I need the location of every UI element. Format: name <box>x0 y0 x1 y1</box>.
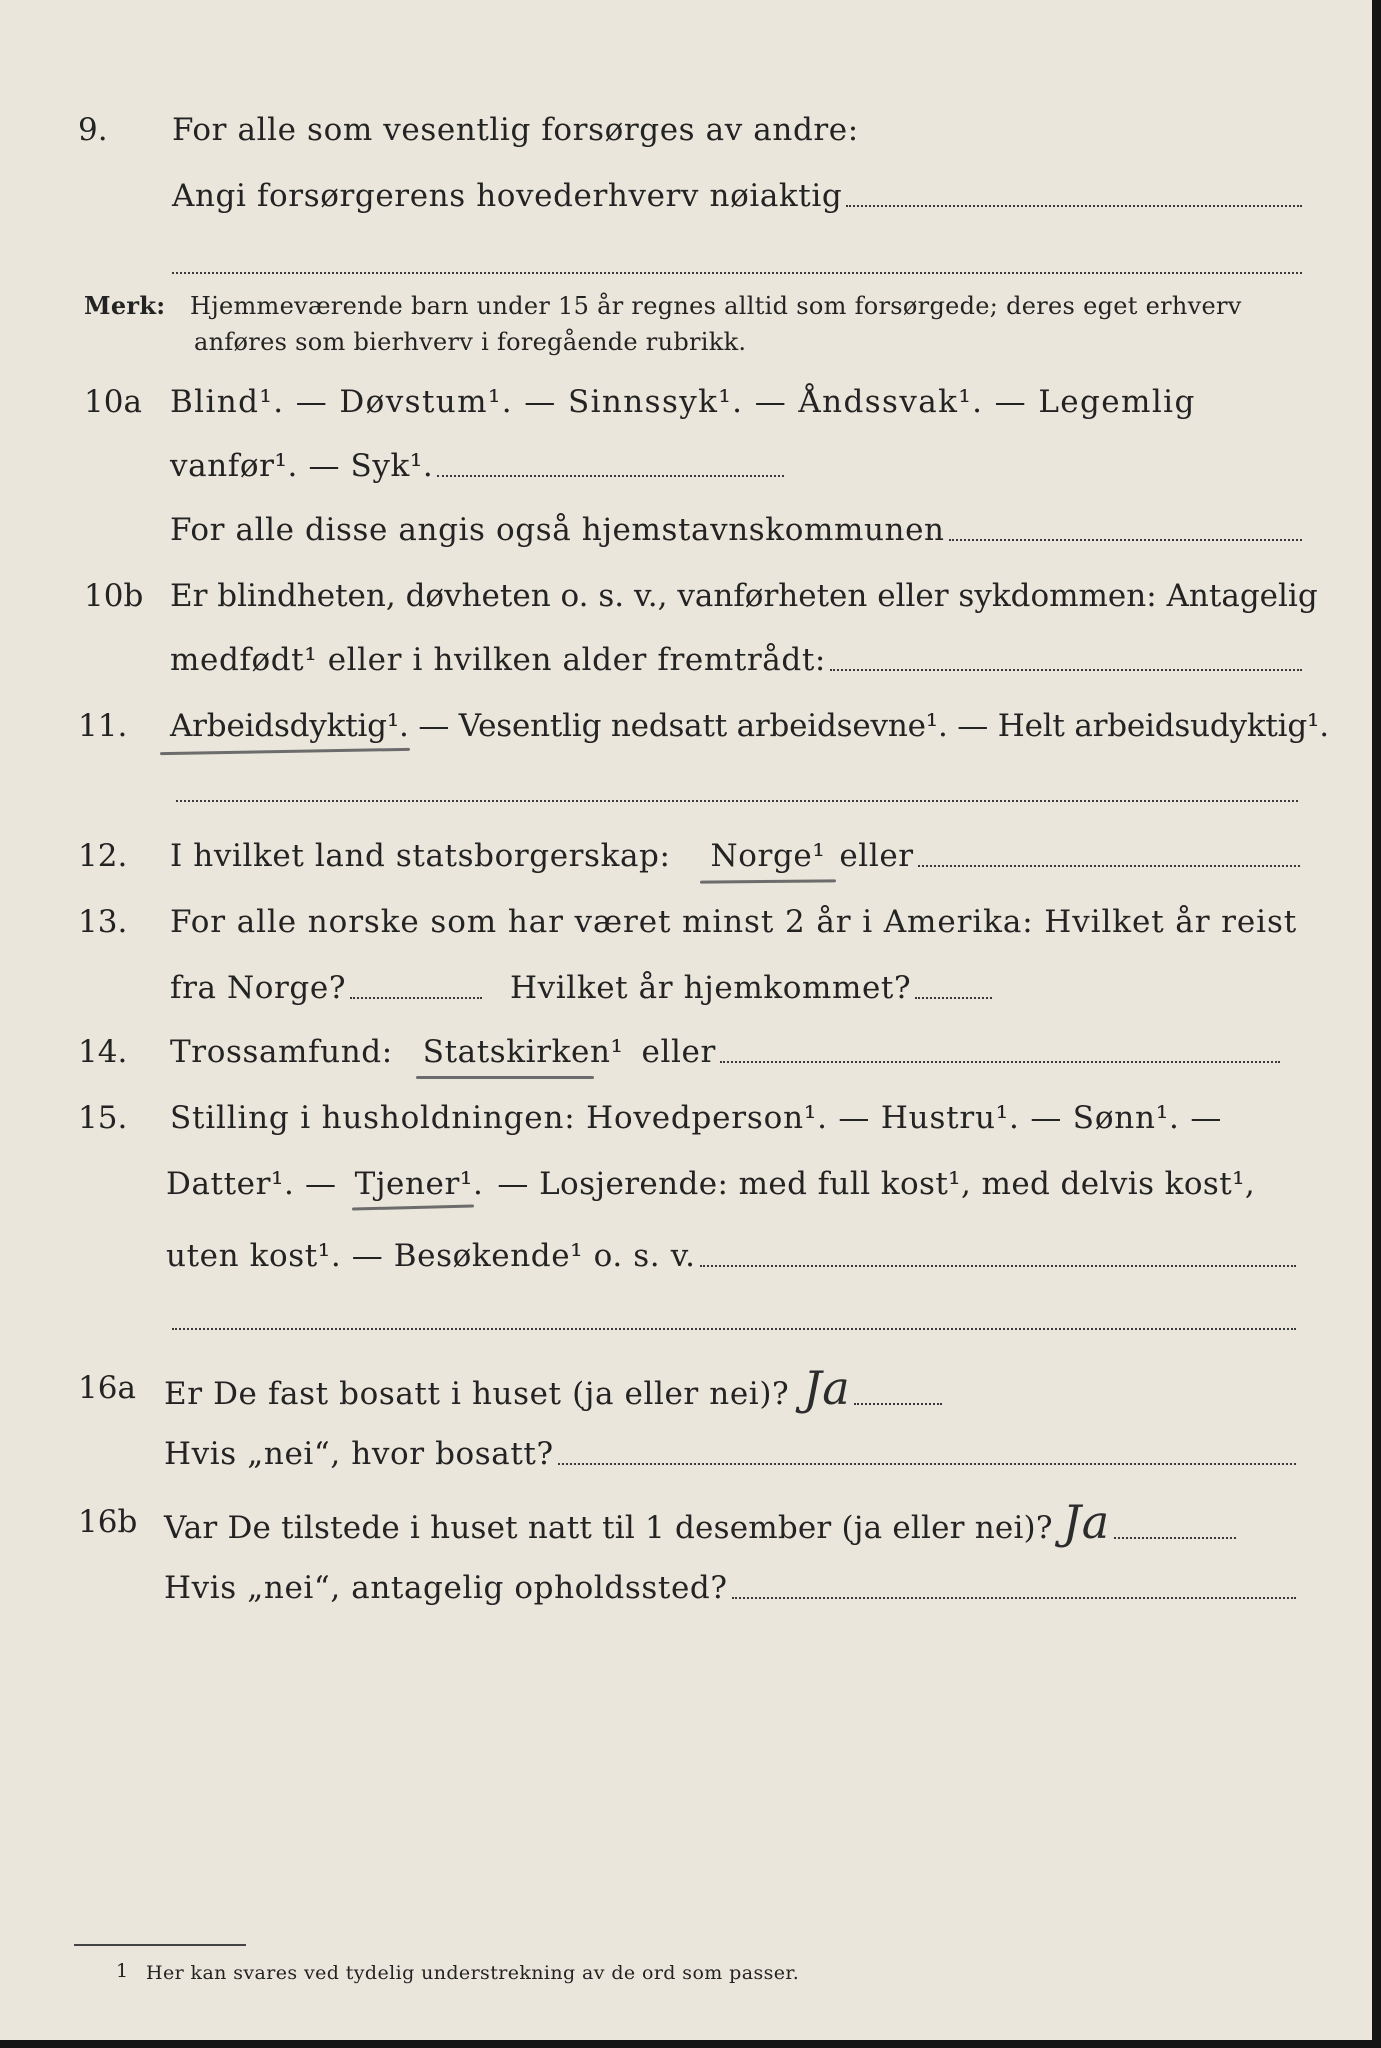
answer-line <box>949 538 1302 541</box>
q15-line3 <box>166 1236 1296 1276</box>
q12-number: 12. <box>78 838 128 874</box>
answer-line <box>854 1402 942 1405</box>
q13-number: 13. <box>78 904 128 940</box>
handwritten-underline <box>160 748 410 755</box>
q14-text-eller: eller <box>641 1034 716 1070</box>
q10b-line1 <box>170 576 1318 616</box>
q14-text: Trossamfund: <box>170 1034 393 1070</box>
q14-line1 <box>170 1032 1280 1072</box>
q15-line1 <box>170 1098 1300 1138</box>
q13-line1 <box>170 902 1300 942</box>
q14-number: 14. <box>78 1034 128 1070</box>
q16a-line2 <box>164 1434 1296 1474</box>
q12-text-eller: eller <box>839 838 914 874</box>
merk-text2: anføres som bierhverv i foregående rubrikk. <box>194 328 747 356</box>
q16a-line1 <box>164 1361 942 1415</box>
q10a-text1: Blind¹. — Døvstum¹. — Sinnssyk¹. — Åndssvak¹. — Legemlig <box>170 384 1196 420</box>
answer-line <box>918 864 1300 867</box>
answer-line <box>915 996 992 999</box>
answer-line <box>720 1060 1280 1063</box>
answer-line <box>172 272 1302 274</box>
q9-text: For alle som vesentlig forsørges av andre: <box>172 112 859 148</box>
q16a-handwritten-answer: Ja <box>803 1361 851 1415</box>
q9-text2: Angi forsørgerens hovederhverv nøiaktig <box>172 178 843 214</box>
q16b-text2: Hvis „nei“, antagelig opholdssted? <box>164 1570 728 1606</box>
answer-line <box>172 1328 1296 1330</box>
answer-line <box>350 996 482 999</box>
q11-number: 11. <box>78 708 128 744</box>
q15-text2b: — Losjerende: med full kost¹, med delvis kost¹, <box>497 1166 1256 1202</box>
q12-text: I hvilket land statsborgerskap: <box>170 838 671 874</box>
q15-number: 15. <box>78 1100 128 1136</box>
answer-line <box>558 1462 1296 1465</box>
q10a-text2: vanfør¹. — Syk¹. <box>170 448 434 484</box>
q13-line2 <box>170 968 992 1008</box>
handwritten-underline <box>416 1076 594 1079</box>
q15-line2 <box>166 1164 1300 1204</box>
q14-option-statskirken: Statskirken¹ <box>422 1034 624 1070</box>
q15-text3: uten kost¹. — Besøkende¹ o. s. v. <box>166 1238 696 1274</box>
q9-line2 <box>172 176 1302 216</box>
q10a-number: 10a <box>84 384 142 420</box>
q10a-line3 <box>170 510 1302 550</box>
q16b-number: 16b <box>78 1504 138 1540</box>
q16b-text1: Var De tilstede i huset natt til 1 desember (ja eller nei)? <box>164 1510 1053 1546</box>
footnote-rule <box>74 1944 246 1946</box>
handwritten-underline <box>352 1204 474 1210</box>
q16a-text2: Hvis „nei“, hvor bosatt? <box>164 1436 554 1472</box>
q13-text2a: fra Norge? <box>170 970 347 1006</box>
q10a-line1 <box>170 382 1304 422</box>
q15-text2a: Datter¹. — <box>166 1166 337 1202</box>
merk-text1: Hjemmeværende barn under 15 år regnes alltid som forsørgede; deres eget erhverv <box>190 292 1242 320</box>
q11-line1 <box>170 706 1329 746</box>
q9-number: 9. <box>78 112 108 148</box>
answer-line <box>700 1264 1296 1267</box>
answer-line <box>1114 1536 1236 1539</box>
handwritten-underline <box>700 879 836 883</box>
q12-option-norge: Norge¹ <box>710 838 826 874</box>
q10b-number: 10b <box>84 578 144 614</box>
answer-line <box>846 204 1302 207</box>
footnote-text: Her kan svares ved tydelig understrekning av de ord som passer. <box>146 1962 800 1984</box>
q16a-number: 16a <box>78 1370 136 1406</box>
answer-line <box>437 474 784 477</box>
q10b-text1: Er blindheten, døvheten o. s. v., vanførheten eller sykdommen: Antagelig <box>170 578 1318 614</box>
q10b-text2: medfødt¹ eller i hvilken alder fremtrådt: <box>170 642 826 678</box>
q16a-text1: Er De fast bosatt i huset (ja eller nei)? <box>164 1376 790 1412</box>
merk-label: Merk: <box>84 291 166 320</box>
q12-line1 <box>170 836 1300 876</box>
answer-line <box>732 1596 1296 1599</box>
q16b-handwritten-answer: Ja <box>1062 1495 1110 1549</box>
q9-line1 <box>172 110 1286 150</box>
q10a-line2 <box>170 446 784 486</box>
answer-line <box>830 668 1302 671</box>
footnote-marker: 1 <box>116 1960 129 1982</box>
q10b-line2 <box>170 640 1302 680</box>
q10a-text3: For alle disse angis også hjemstavnskommunen <box>170 512 945 548</box>
q16b-line2 <box>164 1568 1296 1608</box>
q15-option-tjener: Tjener¹. <box>354 1166 484 1202</box>
q13-text1: For alle norske som har været minst 2 år i Amerika: Hvilket år reist <box>170 904 1298 940</box>
q15-text1: Stilling i husholdningen: Hovedperson¹. — Hustru¹. — Sønn¹. — <box>170 1100 1223 1136</box>
q13-text2b: Hvilket år hjemkommet? <box>510 970 912 1006</box>
q11-text: Arbeidsdyktig¹. — Vesentlig nedsatt arbeidsevne¹. — Helt arbeidsudyktig¹. <box>170 708 1329 744</box>
answer-line <box>176 800 1298 802</box>
q16b-line1 <box>164 1495 1236 1549</box>
